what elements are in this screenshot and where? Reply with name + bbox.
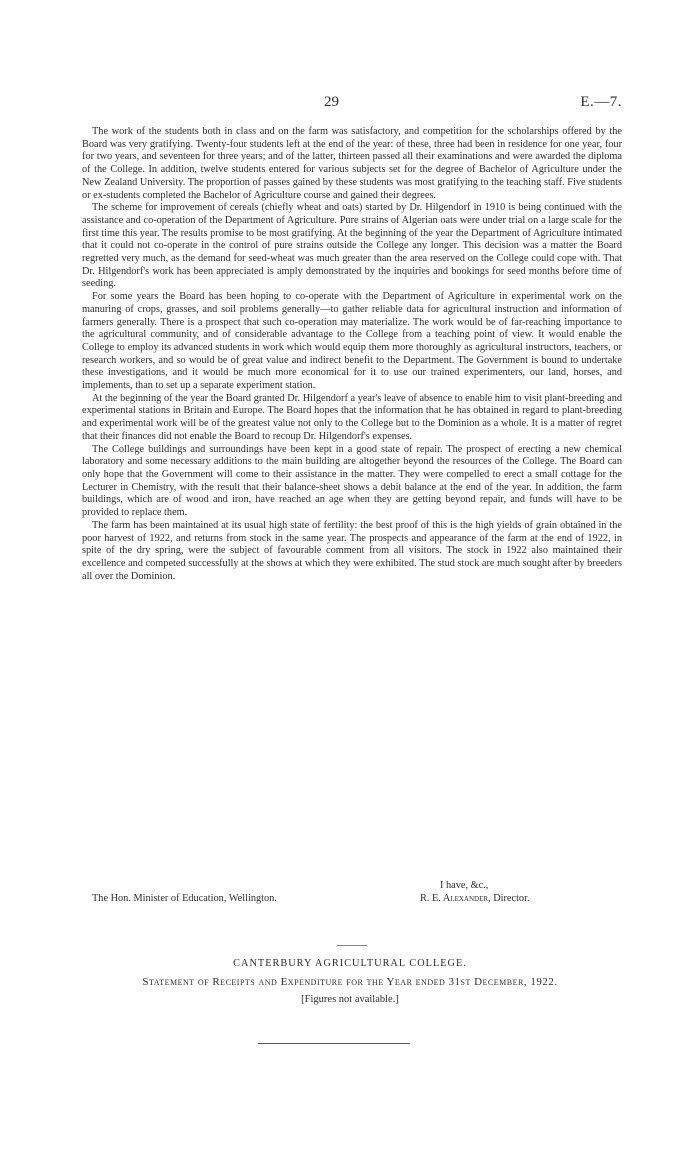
document-reference: E.—7. [580, 94, 622, 110]
paragraph-farm: The farm has been maintained at its usual high state of fertility: the best proof of this is the high yields of grain obtained in the poor harvest of 1922, and returns from stock in the same year. The prospects and appearance of the farm at the end of 1922, in spite of the dry spring, were the subject of favourable comment from all visitors. The stock in 1922 also maintained their excellence and competed successfully at the shows at which they were exhibited. The stud stock are much sought after by breeders all over the Dominion. [82, 519, 622, 582]
paragraph-leave-of-absence: At the beginning of the year the Board granted Dr. Hilgendorf a year's leave of absence to enable him to visit plant-breeding and experimental stations in Britain and Europe. The Board hopes that the information that he has obtained in regard to plant-breeding and experimental work will be of the greatest value not only to the College but to the Dominion as a whole. It is a matter of regret that their finances did not enable the Board to recoup Dr. Hilgendorf's expenses. [82, 392, 622, 442]
page-number: 29 [324, 94, 339, 110]
paragraph-experimental-work: For some years the Board has been hoping to co-operate with the Department of Agriculture in experimental work on the manuring of crops, grasses, and soil problems generally—to gather reliable data for agricultural instruction and information of farmers generally. There is a prospect that such co-operation may materialize. The work would be of far-reaching importance to the agricultural community, and of considerable advantage to the College from a teaching point of view. It would enable the College to employ its advanced students in work which would equip them more thoroughly as agricultural instructors, teachers, or research workers, and so would be of great value and indirect benefit to the Department. The Government is bound to undertake these investigations, and it would be much more economical for it to use our trained experimenters, our land, horses, and implements, than to set up a separate experiment station. [82, 291, 622, 392]
end-rule [258, 1043, 410, 1044]
page-header [0, 94, 700, 114]
signature [420, 893, 530, 906]
paragraph-cereals: The scheme for improvement of cereals (chiefly wheat and oats) started by Dr. Hilgendorf in 1910 is being continued with the assistance and co-operation of the Department of Agriculture. Pure strains of Algerian oats were under trial on a large scale for the first time this year. The results promise to be most gratifying. At the beginning of the year the Department of Agriculture intimated that it could not co-operate in the control of pure strains outside the College any longer. This decision was a matter the Board regretted very much, as the demand for seed-wheat was much greater than the area reserved on the College could cope with. That Dr. Hilgendorf's work has been appreciated is amply demonstrated by the inquiries and bookings for seed months before time of seeding. [82, 202, 622, 290]
report-body [82, 126, 622, 583]
section-divider [337, 945, 367, 946]
signer-title: Director. [493, 892, 530, 904]
paragraph-students: The work of the students both in class and on the farm was satisfactory, and competition for the scholarships offered by the Board was very gratifying. Twenty-four students left at the end of the year: of these, three had been in residence for one year, four for two years, and seventeen for three years; and of the latter, thirteen passed all their examinations and were awarded the diploma of the College. In addition, twelve students entered for various subjects set for the degree of Bachelor of Agriculture under the New Zealand University. The proportion of passes gained by these students was most gratifying to the teaching staff. Five students or ex-students completed the Bachelor of Agriculture course and gained their degrees. [82, 126, 622, 201]
signer-name: R. E. Alexander, [420, 892, 491, 904]
salutation: I have, &c., [440, 880, 489, 891]
addressee: The Hon. Minister of Education, Wellington. [92, 892, 277, 904]
statement-title: Statement of Receipts and Expenditure for the Year ended 31st December, 1922. [142, 976, 558, 988]
paragraph-buildings: The College buildings and surroundings have been kept in a good state of repair. The prospect of erecting a new chemical laboratory and some necessary additions to the main building are altogether beyond the resources of the College. The Board can only hope that the Government will come to their assistance in the matter. They were compelled to erect a small cottage for the Lecturer in Chemistry, with the result that their balance-sheet shows a debit balance at the end of the year. In addition, the farm buildings, which are of wood and iron, have reached an age when they are getting beyond repair, and funds will have to be provided to replace them. [82, 443, 622, 519]
figures-note: [Figures not available.] [301, 994, 399, 1005]
college-title: CANTERBURY AGRICULTURAL COLLEGE. [233, 958, 467, 969]
letter-closing [92, 880, 622, 906]
